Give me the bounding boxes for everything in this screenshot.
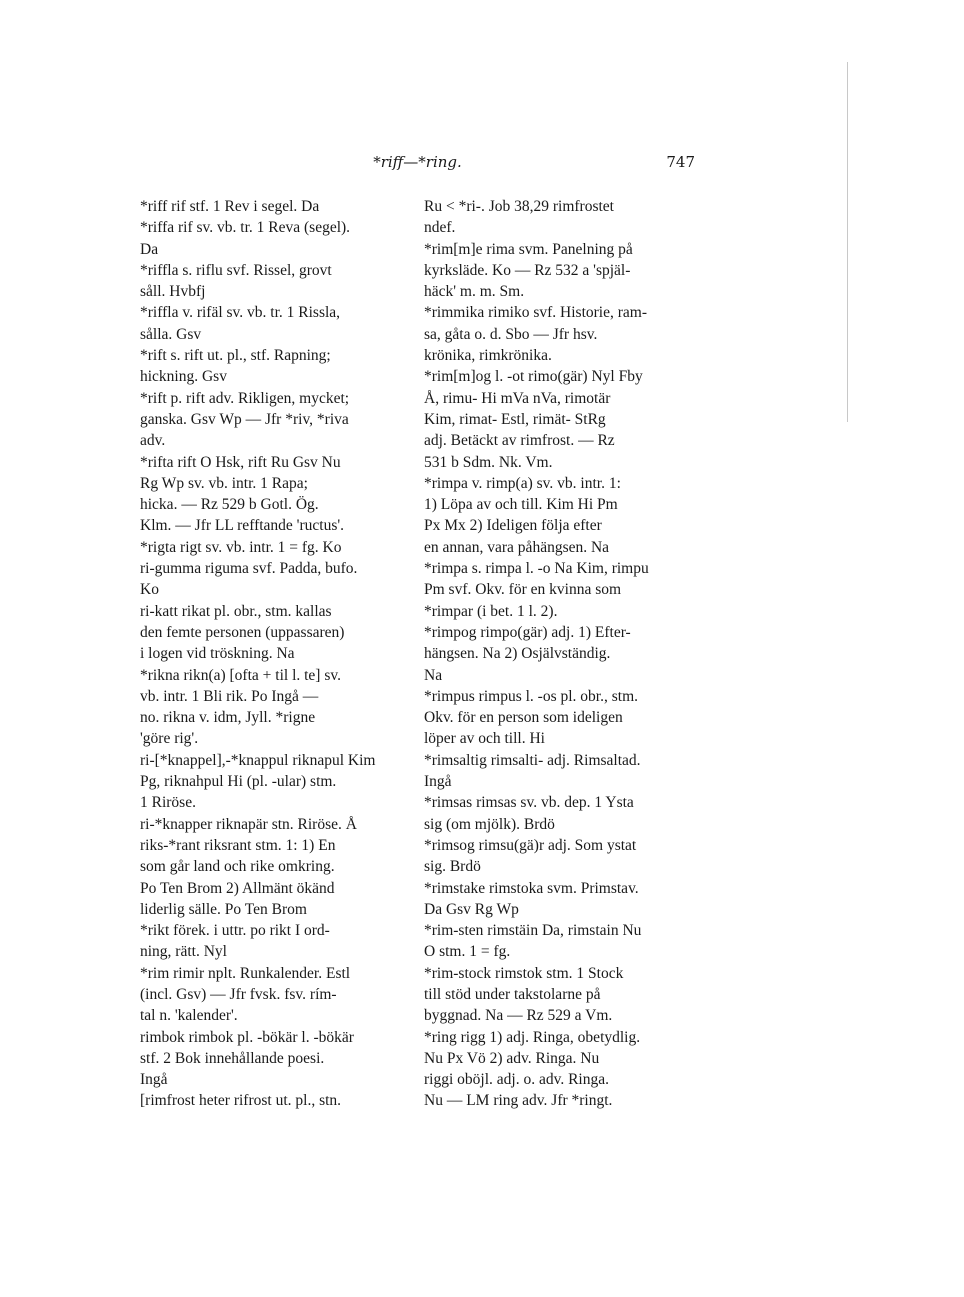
text-line: adv. [140, 432, 166, 450]
text-line: hickning. Gsv [140, 368, 227, 386]
text-line: ning, rätt. Nyl [140, 943, 227, 961]
text-line: *rift p. rift adv. Rikligen, mycket; [140, 389, 350, 407]
page-header [140, 150, 695, 178]
text-line: Ingå [140, 1071, 168, 1089]
text-line: ri-*knapper riknapär stn. Riröse. Å [140, 815, 357, 833]
text-line: *rim rimir nplt. Runkalender. Estl [140, 964, 351, 982]
text-line: *riff rif stf. 1 Rev i segel. Da [140, 198, 320, 215]
text-line: sig. Brdö [424, 858, 481, 876]
text-line: *rimpa v. rimp(a) sv. vb. intr. 1: [424, 474, 621, 492]
text-line: *rimpar (i bet. 1 l. 2). [424, 602, 558, 620]
text-line: Kim, rimat- Estl, rimät- StRg [424, 410, 606, 428]
right-column [424, 196, 696, 1112]
text-line: riks-*rant riksrant stm. 1: 1) En [140, 836, 336, 854]
text-line: Ingå [424, 773, 452, 791]
text-line: ri-gumma riguma svf. Padda, bufo. [140, 560, 358, 578]
page-number: 747 [666, 153, 695, 171]
text-line: O stm. 1 = fg. [424, 943, 511, 961]
text-line: krönika, rimkrönika. [424, 347, 552, 365]
text-line: hicka. — Rz 529 b Gotl. Ög. [140, 496, 319, 514]
text-line: Nu Px Vö 2) adv. Ringa. Nu [424, 1049, 600, 1067]
text-line: i logen vid tröskning. Na [140, 645, 295, 663]
text-line: sålla. Gsv [140, 325, 202, 343]
text-line: Å, rimu- Hi mVa nVa, rimotär [424, 389, 611, 407]
text-line: *rifta rift O Hsk, rift Ru Gsv Nu [140, 453, 341, 471]
page-edge-mark [847, 62, 848, 422]
text-line: *rikna rikn(a) [ofta + til l. te] sv. [140, 666, 341, 684]
text-line: *riffla s. riflu svf. Rissel, grovt [140, 261, 332, 279]
text-line: Pg, riknahpul Hi (pl. -ular) stm. [140, 773, 337, 791]
text-line: 'göre rig'. [140, 730, 199, 748]
text-line: Ru < *ri-. Job 38,29 rimfrostet [424, 198, 614, 215]
text-line: *ring rigg 1) adj. Ringa, obetydlig. [424, 1028, 641, 1046]
text-line: som går land och rike omkring. [140, 858, 335, 876]
text-line: [rimfrost heter rifrost ut. pl., stn. [140, 1092, 342, 1110]
text-line: Rg Wp sv. vb. intr. 1 Rapa; [140, 474, 308, 492]
text-line: stf. 2 Bok innehållande poesi. [140, 1049, 325, 1067]
text-line: *rimmika rimiko svf. Historie, ram- [424, 304, 647, 322]
text-line: vb. intr. 1 Bli rik. Po Ingå — [140, 687, 319, 705]
text-line: Da [140, 240, 159, 258]
text-line: den femte personen (uppassaren) [140, 623, 345, 641]
text-line: Px Mx 2) Ideligen följa efter [424, 517, 602, 535]
text-line: *rift s. rift ut. pl., stf. Rapning; [140, 347, 331, 365]
text-line: *riffa rif sv. vb. tr. 1 Reva (segel). [140, 219, 351, 237]
text-line: byggnad. Na — Rz 529 a Vm. [424, 1007, 613, 1025]
running-head: *riff—*ring. [373, 153, 462, 171]
text-line: Ko [140, 581, 159, 599]
text-line: kyrksläde. Ko — Rz 532 a 'spjäl- [424, 261, 631, 279]
text-line: Klm. — Jfr LL refftande 'ructus'. [140, 517, 345, 535]
text-line: *rimsas rimsas sv. vb. dep. 1 Ysta [424, 794, 634, 812]
text-line: adj. Betäckt av rimfrost. — Rz [424, 432, 615, 450]
text-line: till stöd under takstolarne på [424, 985, 601, 1003]
text-line: rimbok rimbok pl. -bökär l. -bökär [140, 1028, 354, 1046]
text-line: *rimpus rimpus l. -os pl. obr., stm. [424, 687, 638, 705]
text-line: sig (om mjölk). Brdö [424, 815, 555, 833]
text-line: 1 Riröse. [140, 794, 196, 812]
text-line: *rimsog rimsu(gä)r adj. Som ystat [424, 836, 637, 854]
text-line: *riffla v. rifäl sv. vb. tr. 1 Rissla, [140, 304, 341, 322]
text-line: (incl. Gsv) — Jfr fvsk. fsv. rím- [140, 985, 337, 1003]
text-line: *rim-sten rimstäin Da, rimstain Nu [424, 922, 642, 940]
text-line: Pm svf. Okv. för en kvinna som [424, 581, 622, 599]
text-line: Nu — LM ring adv. Jfr *ringt. [424, 1092, 613, 1110]
text-line: 531 b Sdm. Nk. Vm. [424, 453, 553, 471]
left-column [140, 196, 412, 1112]
text-line: ganska. Gsv Wp — Jfr *riv, *riva [140, 410, 349, 428]
text-line: *rimpa s. rimpa l. -o Na Kim, rimpu [424, 560, 649, 578]
text-line: tal n. 'kalender'. [140, 1007, 238, 1025]
text-line: såll. Hvbfj [140, 283, 206, 301]
text-line: häck' m. m. Sm. [424, 283, 525, 301]
text-line: riggi oböjl. adj. o. adv. Ringa. [424, 1071, 609, 1089]
text-line: Na [424, 666, 443, 684]
text-line: ndef. [424, 219, 456, 237]
text-line: Da Gsv Rg Wp [424, 900, 519, 918]
text-line: 1) Löpa av och till. Kim Hi Pm [424, 496, 618, 514]
text-line: ri-katt rikat pl. obr., stm. kallas [140, 602, 332, 620]
text-line: Okv. för en person som ideligen [424, 709, 623, 727]
text-line: Po Ten Brom 2) Allmänt ökänd [140, 879, 335, 897]
text-line: en annan, vara påhängsen. Na [424, 538, 610, 556]
text-line: hängsen. Na 2) Osjälvständig. [424, 645, 611, 663]
text-line: sa, gåta o. d. Sbo — Jfr hsv. [424, 325, 598, 343]
text-line: no. rikna v. idm, Jyll. *rigne [140, 709, 316, 727]
text-line: löper av och till. Hi [424, 730, 545, 748]
text-line: *rimpog rimpo(gär) adj. 1) Efter- [424, 623, 631, 641]
text-line: *rim-stock rimstok stm. 1 Stock [424, 964, 624, 982]
text-line: *rimsaltig rimsalti- adj. Rimsaltad. [424, 751, 641, 769]
text-line: ri-[*knappel],-*knappul riknapul Kim [140, 751, 376, 769]
text-line: *rimstake rimstoka svm. Primstav. [424, 879, 639, 897]
text-line: *rigta rigt sv. vb. intr. 1 = fg. Ko [140, 538, 342, 556]
text-line: *rikt förek. i uttr. po rikt I ord- [140, 922, 330, 940]
text-line: *rim[m]e rima svm. Panelning på [424, 240, 633, 258]
text-line: liderlig sälle. Po Ten Brom [140, 900, 307, 918]
text-line: *rim[m]og l. -ot rimo(gär) Nyl Fby [424, 368, 643, 386]
